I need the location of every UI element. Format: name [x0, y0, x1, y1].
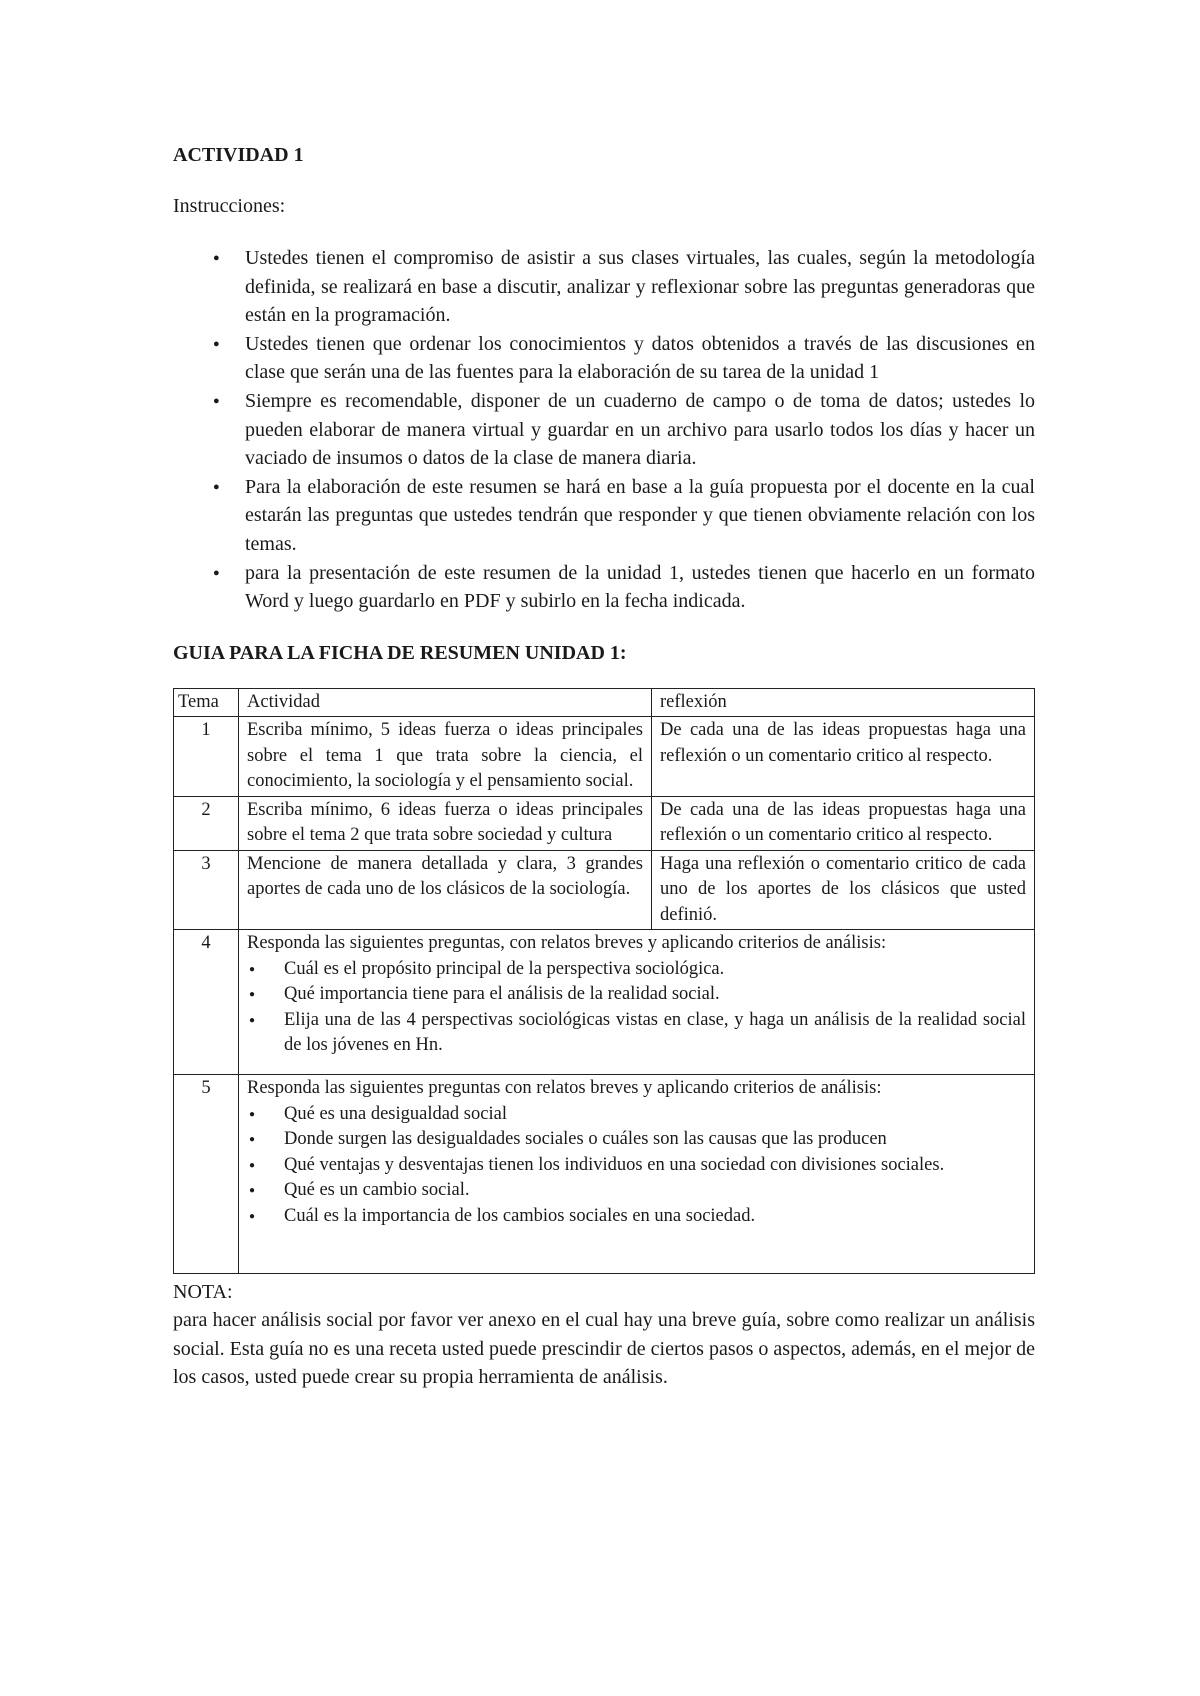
question-list	[247, 957, 1026, 1059]
header-tema: Tema	[174, 688, 239, 717]
guide-title: GUIA PARA LA FICHA DE RESUMEN UNIDAD 1:	[173, 641, 627, 664]
tema-number: 2	[174, 796, 239, 850]
actividad-cell	[239, 1075, 1035, 1274]
table-row	[174, 930, 1035, 1075]
tema-number: 3	[174, 850, 239, 930]
actividad-cell: Escriba mínimo, 6 ideas fuerza o ideas principales sobre el tema 2 que trata sobre sociedad y cultura	[239, 796, 652, 850]
instructions-label: Instrucciones:	[173, 195, 286, 217]
table-row	[174, 796, 1035, 850]
instruction-item: ● Ustedes tienen que ordenar los conocimientos y datos obtenidos a través de las discusiones en clase que serán una de las fuentes para la elaboración de su tarea de la unidad 1	[173, 330, 1035, 387]
instruction-item: ● para la presentación de este resumen de la unidad 1, ustedes tienen que hacerlo en un formato Word y luego guardarlo en PDF y subirlo en la fecha indicada.	[173, 559, 1035, 616]
reflexion-cell: Haga una reflexión o comentario critico de cada uno de los aportes de los clásicos que usted definió.	[652, 850, 1035, 930]
question-item: ● Qué es una desigualdad social	[247, 1102, 1026, 1128]
instruction-item: ● Para la elaboración de este resumen se hará en base a la guía propuesta por el docente en la cual estarán las preguntas que ustedes tendrán que responder y que tienen obviamente relación con los temas.	[173, 473, 1035, 559]
row-intro: Responda las siguientes preguntas con relatos breves y aplicando criterios de análisis:	[247, 1078, 882, 1099]
tema-number: 4	[174, 930, 239, 1075]
instruction-item: ● Siempre es recomendable, disponer de un cuaderno de campo o de toma de datos; ustedes lo pueden elaborar de manera virtual y guardar en un archivo para usarlo todos los días y hacer un vaciado de insumos o datos de la clase de manera diaria.	[173, 387, 1035, 473]
question-item: ● Donde surgen las desigualdades sociales o cuáles son las causas que las producen	[247, 1127, 1026, 1153]
actividad-cell: Mencione de manera detallada y clara, 3 grandes aportes de cada uno de los clásicos de la sociología.	[239, 850, 652, 930]
reflexion-cell: De cada una de las ideas propuestas haga una reflexión o un comentario critico al respecto.	[652, 717, 1035, 797]
tema-number: 5	[174, 1075, 239, 1274]
table-row	[174, 850, 1035, 930]
row-intro: Responda las siguientes preguntas, con relatos breves y aplicando criterios de análisis:	[247, 933, 887, 954]
question-item: ● Qué es un cambio social.	[247, 1178, 1026, 1204]
table-header-row	[174, 688, 1035, 717]
header-reflexion: reflexión	[652, 688, 1035, 717]
actividad-cell	[239, 930, 1035, 1075]
actividad-cell: Escriba mínimo, 5 ideas fuerza o ideas principales sobre el tema 1 que trata sobre la ciencia, el conocimiento, la sociología y el pensamiento social.	[239, 717, 652, 797]
question-item: ● Cuál es el propósito principal de la perspectiva sociológica.	[247, 957, 1026, 983]
question-list	[247, 1102, 1026, 1230]
question-item: ● Qué ventajas y desventajas tienen los individuos en una sociedad con divisiones sociales.	[247, 1153, 1026, 1179]
instructions-list	[173, 244, 1035, 616]
question-item: ● Cuál es la importancia de los cambios sociales en una sociedad.	[247, 1204, 1026, 1230]
document-title: ACTIVIDAD 1	[173, 144, 304, 166]
header-actividad: Actividad	[239, 688, 652, 717]
table-row	[174, 717, 1035, 797]
table-row	[174, 1075, 1035, 1274]
instruction-item: ● Ustedes tienen el compromiso de asistir a sus clases virtuales, las cuales, según la metodología definida, se realizará en base a discutir, analizar y reflexionar sobre las preguntas generadoras que están en la programación.	[173, 244, 1035, 330]
reflexion-cell: De cada una de las ideas propuestas haga una reflexión o un comentario critico al respecto.	[652, 796, 1035, 850]
document-page	[173, 140, 1035, 1392]
tema-number: 1	[174, 717, 239, 797]
guide-table	[173, 688, 1035, 1275]
note-label: NOTA:	[173, 1281, 233, 1304]
question-item: ● Elija una de las 4 perspectivas sociológicas vistas en clase, y haga un análisis de la realidad social de los jóvenes en Hn.	[247, 1008, 1026, 1059]
question-item: ● Qué importancia tiene para el análisis de la realidad social.	[247, 982, 1026, 1008]
note-text: para hacer análisis social por favor ver anexo en el cual hay una breve guía, sobre como realizar un análisis social. Esta guía no es una receta usted puede prescindir de ciertos pasos o aspectos, además, en el mejor de los casos, usted puede crear su propia herramienta de análisis.	[173, 1309, 1035, 1389]
